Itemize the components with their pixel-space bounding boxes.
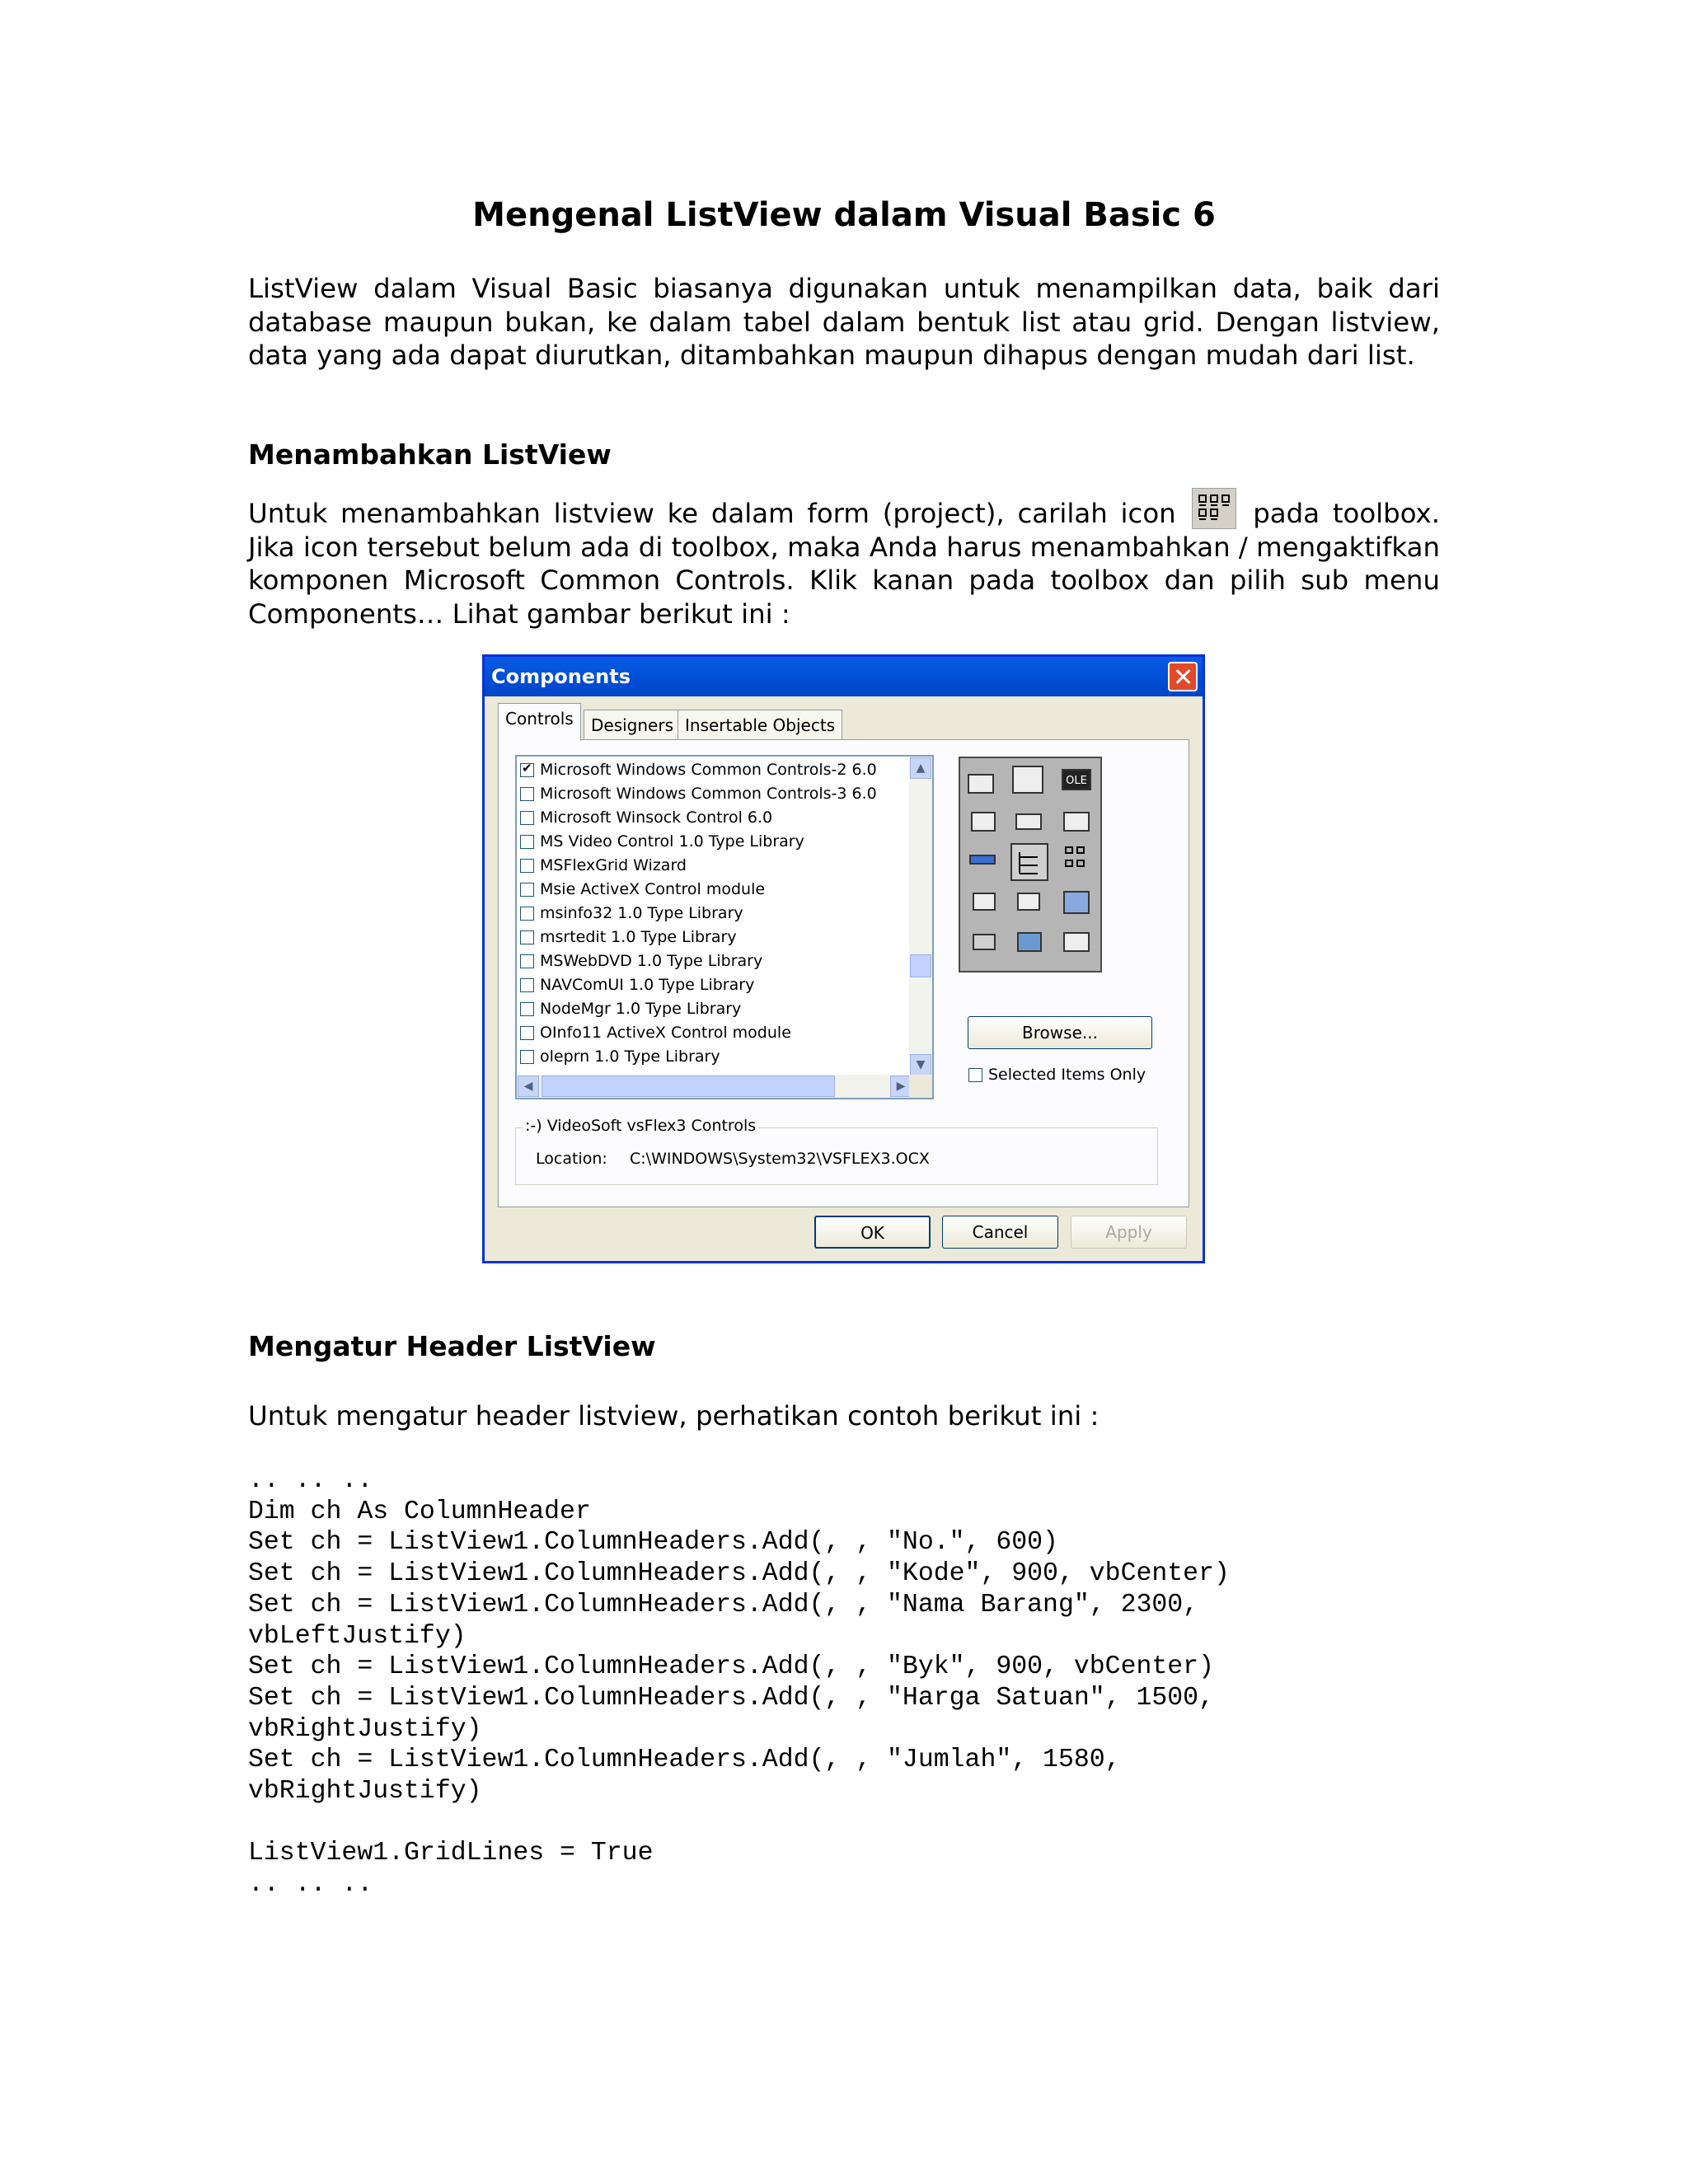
list-item-label: NAVComUI 1.0 Type Library (540, 976, 755, 994)
list-item-label: Microsoft Windows Common Controls-3 6.0 (540, 785, 877, 803)
vertical-scrollbar[interactable] (909, 757, 932, 1076)
list-item-label: msinfo32 1.0 Type Library (540, 904, 743, 922)
list-item-label: OInfo11 ActiveX Control module (540, 1024, 791, 1042)
list-item[interactable] (520, 854, 687, 877)
section-heading-header-listview: Mengatur Header ListView (248, 1330, 656, 1362)
horizontal-scrollbar[interactable] (517, 1075, 912, 1098)
list-item-checkbox[interactable] (520, 1002, 534, 1016)
toolbox-preview (959, 757, 1102, 972)
code-sample: .. .. .. Dim ch As ColumnHeader Set ch = ListView1.ColumnHeaders.Add(, , "No.", 600) Set ch = ListView1.ColumnHeaders.Add(, , "Kode", 900, vbCenter) Set ch = ListView1.ColumnHeaders.Add(, , "Nama Barang", 2300, vbLeftJustify) Set ch = ListView1.ColumnHeaders.Add(, , "Byk", 900, vbCenter) Set ch = ListView1.ColumnHeaders.Add(, , "Harga Satuan", 1500, vbRightJustify) Set ch = ListView1.ColumnHeaders.Add(, , "Jumlah", 1580, vbRightJustify) ListView1.GridLines = True .. .. .. (248, 1466, 1230, 1900)
horizontal-scroll-thumb[interactable] (542, 1076, 835, 1097)
scroll-corner (909, 1075, 932, 1098)
browse-button[interactable]: Browse... (968, 1016, 1152, 1049)
paragraph-text-after-icon: pada toolbox. Jika icon tersebut belum ada di toolbox, maka Anda harus menambahkan / mengaktifkan komponen Microsoft Common Controls. Klik kanan pada toolbox dan pilih sub menu Components… Lihat gambar berikut ini : (248, 498, 1441, 630)
list-item-label: MSWebDVD 1.0 Type Library (540, 952, 763, 970)
scroll-right-arrow-icon[interactable]: ▶ (890, 1076, 912, 1097)
header-listview-paragraph: Untuk mengatur header listview, perhatikan contoh berikut ini : (248, 1400, 1100, 1432)
list-item[interactable] (520, 1045, 720, 1068)
list-item-label: NodeMgr 1.0 Type Library (540, 1000, 742, 1018)
list-item-checkbox[interactable] (520, 787, 534, 801)
dialog-titlebar (485, 657, 1203, 696)
apply-button[interactable]: Apply (1071, 1216, 1187, 1249)
list-item-checkbox[interactable] (520, 954, 534, 968)
list-item-checkbox[interactable] (520, 1050, 534, 1064)
list-item[interactable] (520, 1021, 791, 1044)
tab-controls[interactable]: Controls (498, 703, 581, 741)
list-item[interactable] (520, 782, 877, 805)
list-item-checkbox[interactable] (520, 907, 534, 921)
listview-icon (1192, 488, 1236, 529)
list-item[interactable] (520, 830, 804, 853)
component-name-label: :-) VideoSoft vsFlex3 Controls (523, 1117, 758, 1135)
add-listview-paragraph (248, 488, 1440, 630)
scroll-up-arrow-icon[interactable]: ▲ (910, 757, 931, 779)
selected-items-only-label: Selected Items Only (988, 1066, 1146, 1084)
components-list[interactable] (515, 755, 934, 1099)
list-item-label: MSFlexGrid Wizard (540, 856, 687, 874)
list-item-checkbox[interactable] (520, 811, 534, 825)
ole-icon-label: OLE (1066, 775, 1087, 787)
list-item-checkbox[interactable] (520, 978, 534, 992)
components-dialog (482, 654, 1205, 1263)
list-item[interactable] (520, 949, 762, 972)
list-item[interactable] (520, 997, 741, 1020)
selected-items-only-option[interactable] (968, 1066, 1146, 1084)
list-item-checkbox[interactable] (520, 930, 534, 944)
list-item[interactable] (520, 758, 877, 781)
list-item-label: Microsoft Winsock Control 6.0 (540, 808, 773, 827)
paragraph-text-before-icon: Untuk menambahkan listview ke dalam form (project), carilah icon (248, 498, 1176, 529)
list-item-label: msrtedit 1.0 Type Library (540, 928, 737, 946)
location-value: C:\WINDOWS\System32\VSFLEX3.OCX (630, 1150, 930, 1168)
list-item[interactable] (520, 902, 743, 925)
list-item-checkbox[interactable] (520, 1026, 534, 1040)
list-item[interactable] (520, 973, 754, 996)
intro-paragraph: ListView dalam Visual Basic biasanya digunakan untuk menampilkan data, baik dari database maupun bukan, ke dalam tabel dalam bentuk list atau grid. Dengan listview, data yang ada dapat diurutkan, ditambahkan maupun dihapus dengan mudah dari list. (248, 273, 1440, 371)
close-button[interactable] (1168, 662, 1198, 691)
list-item-checkbox[interactable] (520, 763, 534, 777)
ok-button[interactable]: OK (814, 1216, 931, 1249)
toolbox-icons-graphic (960, 758, 1100, 971)
document-title: Mengenal ListView dalam Visual Basic 6 (472, 196, 1216, 234)
controls-tab-panel (498, 739, 1189, 1207)
list-item-label: oleprn 1.0 Type Library (540, 1047, 720, 1066)
list-item-label: MS Video Control 1.0 Type Library (540, 832, 804, 851)
location-label: Location: (536, 1150, 607, 1168)
selected-items-only-checkbox[interactable] (968, 1068, 982, 1082)
tab-insertable-objects[interactable]: Insertable Objects (678, 710, 842, 739)
scroll-left-arrow-icon[interactable]: ◀ (518, 1076, 539, 1097)
list-item-label: Msie ActiveX Control module (540, 880, 766, 898)
list-item[interactable] (520, 806, 772, 829)
list-item-checkbox[interactable] (520, 835, 534, 849)
dialog-title: Components (491, 665, 631, 688)
list-item[interactable] (520, 878, 765, 901)
scroll-down-arrow-icon[interactable]: ▼ (910, 1054, 931, 1076)
vertical-scroll-thumb[interactable] (910, 954, 931, 977)
list-item-checkbox[interactable] (520, 883, 534, 897)
list-item-checkbox[interactable] (520, 859, 534, 873)
component-info-group (515, 1117, 1158, 1185)
list-item[interactable] (520, 926, 737, 949)
cancel-button[interactable]: Cancel (942, 1216, 1058, 1249)
list-item-label: Microsoft Windows Common Controls-2 6.0 (540, 761, 877, 779)
section-heading-add-listview: Menambahkan ListView (248, 438, 612, 471)
tab-designers[interactable]: Designers (584, 710, 681, 739)
